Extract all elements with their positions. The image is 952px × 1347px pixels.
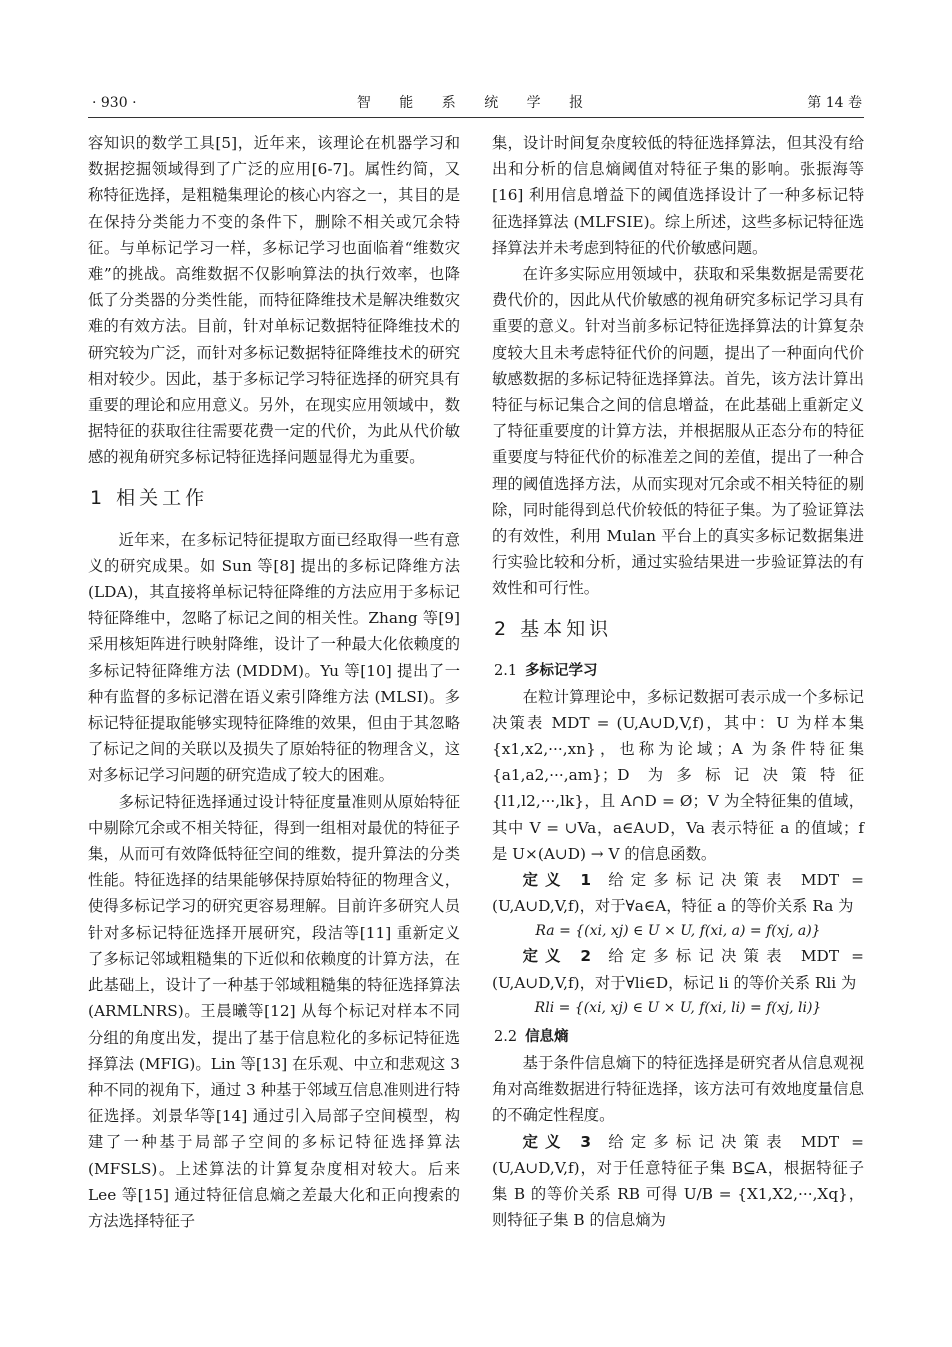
definition-text: 给定多标记决策表 MDT = (U,A∪D,V,f)，对于∀a∈A，特征 a 的等价关系 Ra 为 — [492, 871, 864, 916]
formula-2: Rli = {(xi, xj) ∈ U × U, f(xi, li) = f(xj, li)} — [534, 999, 822, 1016]
formula-1: Ra = {(xi, xj) ∈ U × U, f(xi, a) = f(xj, a)} — [535, 923, 821, 940]
definition-label: 定义 1 — [522, 871, 591, 890]
paragraph: 近年来，在多标记特征提取方面已经取得一些有意义的研究成果。如 Sun 等[8] 提出的多标记降维方法 (LDA)，其直接将单标记特征降维的方法应用于多标记特征降维中，忽略了标记之间的相关性。Zhang 等[9] 采用核矩阵进行映射降维，设计了一种最大化依赖度的多标记特征降维方法 (MDDM)。Yu 等[10] 提出了一种有监督的多标记潜在语义索引降维方法 (MLSI)。多标记特征提取能够实现特征降维的效果，但由于其忽略了标记之间的关联以及损失了原始特征的物理含义，这对多标记学习问题的研究造成了较大的困难。 — [88, 530, 460, 785]
subsection-title: 信息熵 — [525, 1028, 569, 1045]
paragraph: 在粒计算理论中，多标记数据可表示成一个多标记决策表 MDT = (U,A∪D,V,f)，其中：U 为样本集 {x1,x2,···,xn}，也称为论域；A 为条件特征集 {a1,a2,···,am}；D 为多标记决策特征 {l1,l2,···,lk}，且 A∩D = Ø；V 为全特征集的值域，其中 V = ∪Va，a∈A∪D，Va 表示特征 a 的值域；f 是 U×(A∪D) → V 的信息函数。 — [492, 687, 864, 863]
definition-1 — [492, 867, 864, 919]
subsection-number: 2.2 — [494, 1028, 518, 1045]
right-column — [492, 130, 864, 1233]
definition-text: 给定多标记决策表 MDT = (U,A∪D,V,f)，对于任意特征子集 B⊆A，根据特征子集 B 的等价关系 RB 可得 U/B = {X1,X2,···,Xq}，则特征子集 B 的信息熵为 — [492, 1132, 864, 1230]
left-column — [88, 130, 460, 1234]
subsection-number: 2.1 — [494, 662, 518, 679]
section-heading-2: 2 基本知识 — [494, 617, 613, 640]
journal-name: 智 能 系 统 学 报 — [356, 95, 596, 111]
running-header — [88, 92, 864, 114]
definition-text: 给定多标记决策表 MDT = (U,A∪D,V,f)，对于∀li∈D，标记 li 的等价关系 Rli 为 — [492, 947, 864, 992]
paragraph: 多标记特征选择通过设计特征度量准则从原始特征中剔除冗余或不相关特征，得到一组相对最优的特征子集，从而可有效降低特征空间的维数，提升算法的分类性能。特征选择的结果能够保持原始特征的物理含义，使得多标记学习的研究更容易理解。目前许多研究人员针对多标记特征选择开展研究，段洁等[11] 重新定义了多标记邻域粗糙集的下近似和依赖度的计算方法，在此基础上，设计了一种基于邻域粗糙集的特征选择算法 (ARMLNRS)。王晨曦等[12] 从每个标记对样本不同分组的角度出发，提出了基于信息粒化的多标记特征选择算法 (MFIG)。Lin 等[13] 在乐观、中立和悲观这 3 种不同的视角下，通过 3 种基于邻域互信息准则进行特征选择。刘景华等[14] 通过引入局部子空间模型，构建了一种基于局部子空间的多标记特征选择算法 (MFSLS)。上述算法的计算复杂度相对较大。后来 Lee 等[15] 通过特征信息熵之差最大化和正向搜索的方法选择特征子 — [88, 792, 460, 1230]
subsection-heading-2-2 — [494, 1024, 864, 1050]
paragraph: 容知识的数学工具[5]，近年来，该理论在机器学习和数据挖掘领域得到了广泛的应用[6-7]。属性约简，又称特征选择，是粗糙集理论的核心内容之一，其目的是在保持分类能力不变的条件下，删除不相关或冗余特征。与单标记学习一样，多标记学习也面临着“维数灾难”的挑战。高维数据不仅影响算法的执行效率，也降低了分类器的分类性能，而特征降维技术是解决维数灾难的有效方法。目前，针对单标记数据特征降维技术的研究较为广泛，而针对多标记数据特征降维技术的研究相对较少。因此，基于多标记学习特征选择的研究具有重要的理论和应用意义。另外，在现实应用领域中，数据特征的获取往往需要花费一定的代价，为此从代价敏感的视角研究多标记特征选择问题显得尤为重要。 — [88, 134, 460, 467]
definition-label: 定义 3 — [522, 1132, 591, 1151]
definition-3 — [492, 1129, 864, 1234]
definition-label: 定义 2 — [522, 947, 591, 966]
subsection-heading-2-1 — [494, 658, 864, 684]
page-number: · 930 · — [92, 95, 137, 111]
definition-2 — [492, 943, 864, 995]
volume-label: 第 14 卷 — [807, 95, 862, 111]
paragraph: 集，设计时间复杂度较低的特征选择算法，但其没有给出和分析的信息熵阈值对特征子集的影响。张振海等[16] 利用信息增益下的阈值选择设计了一种多标记特征选择算法 (MLFSIE)。综上所述，这些多标记特征选择算法并未考虑到特征的代价敏感问题。 — [492, 134, 864, 257]
paragraph: 基于条件信息熵下的特征选择是研究者从信息观视角对高维数据进行特征选择，该方法可有效地度量信息的不确定性程度。 — [492, 1053, 864, 1125]
paragraph: 在许多实际应用领域中，获取和采集数据是需要花费代价的，因此从代价敏感的视角研究多标记学习具有重要的意义。针对当前多标记特征选择算法的计算复杂度较大且未考虑特征代价的问题，提出了一种面向代价敏感数据的多标记特征选择算法。首先，该方法计算出特征与标记集合之间的信息增益，在此基础上重新定义了特征重要度的计算方法，并根据服从正态分布的特征重要度与特征代价的标准差之间的差值，提出了一种合理的阈值选择方法，从而实现对冗余或不相关特征的剔除，同时能得到总代价较低的特征子集。为了验证算法的有效性，利用 Mulan 平台上的真实多标记数据集进行实验比较和分析，通过实验结果进一步验证算法的有效性和可行性。 — [492, 265, 864, 598]
subsection-title: 多标记学习 — [525, 662, 598, 679]
section-heading-1: 1 相关工作 — [90, 486, 209, 509]
header-rule — [88, 117, 864, 118]
